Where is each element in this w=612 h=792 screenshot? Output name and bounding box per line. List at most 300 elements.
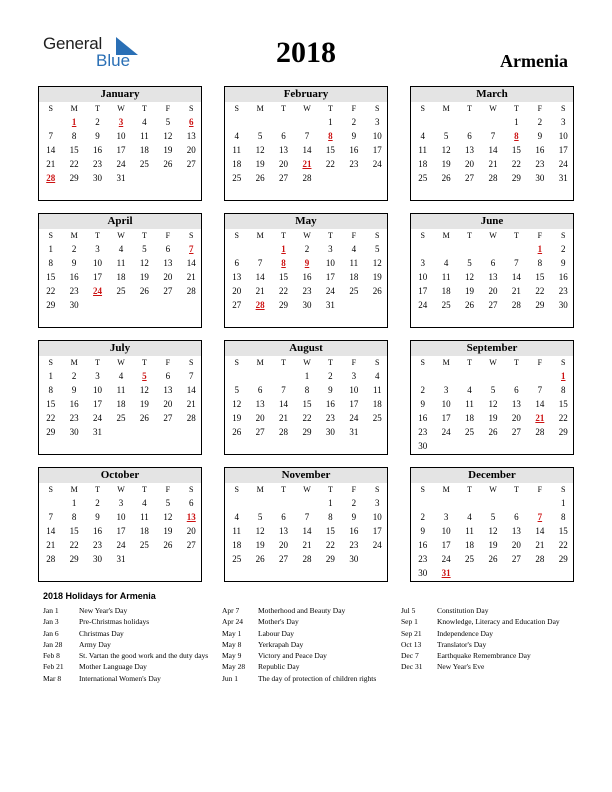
day-cell: 9 [420, 398, 425, 409]
weekday-label: T [327, 358, 333, 367]
weekday-label: M [70, 231, 78, 240]
day-cell: 27 [511, 553, 521, 564]
day-cell: 19 [372, 271, 382, 282]
holiday-date: Dec 31 [401, 662, 423, 672]
day-cell: 5 [490, 384, 496, 395]
day-cell: 25 [465, 426, 475, 437]
day-cell: 30 [418, 440, 428, 451]
day-cell: 26 [372, 285, 382, 296]
holidays-column [401, 605, 573, 673]
logo-general-text: General [43, 34, 103, 53]
day-cell: 30 [418, 567, 428, 578]
weekday-label: F [537, 231, 543, 240]
day-cell: 8 [537, 257, 543, 268]
weekday-label: S [375, 485, 380, 494]
day-cell: 7 [304, 130, 310, 141]
day-cell: 15 [325, 525, 335, 536]
weekday-label: S [189, 485, 194, 494]
weekday-label: W [303, 358, 311, 367]
day-cell: 27 [255, 426, 265, 437]
day-cell: 2 [95, 117, 100, 127]
day-cell: 28 [46, 553, 56, 564]
day-cell: 22 [46, 412, 56, 423]
holiday-date: Apr 7 [222, 606, 240, 615]
month-october [38, 467, 202, 582]
weekday-label: T [141, 231, 147, 240]
day-cell: 21 [535, 539, 545, 550]
day-cell: 3 [420, 257, 425, 268]
day-cell: 22 [325, 539, 335, 550]
day-cell: 10 [93, 384, 103, 395]
holiday-day-cell: 8 [328, 130, 333, 141]
day-cell: 31 [558, 172, 568, 183]
holiday-date: Jan 1 [43, 606, 59, 615]
weekday-label: T [327, 231, 333, 240]
day-cell: 10 [349, 384, 359, 395]
day-cell: 18 [418, 158, 428, 169]
day-cell: 4 [420, 130, 425, 141]
day-cell: 28 [302, 172, 312, 183]
weekday-label: T [95, 485, 100, 494]
day-cell: 9 [95, 511, 100, 522]
day-cell: 16 [69, 398, 79, 409]
day-cell: 19 [163, 525, 173, 536]
day-cell: 19 [163, 144, 173, 155]
day-cell: 4 [142, 117, 147, 127]
weekday-label: W [489, 485, 497, 494]
day-cell: 23 [325, 412, 335, 423]
day-cell: 20 [255, 412, 265, 423]
day-cell: 23 [558, 285, 568, 296]
month-name: January [39, 87, 201, 102]
day-cell: 1 [304, 371, 310, 381]
day-cell: 15 [279, 271, 289, 282]
day-cell: 11 [465, 525, 474, 536]
day-cell: 3 [118, 498, 124, 508]
holiday-date: Jan 28 [43, 639, 63, 649]
holiday-name: New Year's Eve [437, 662, 485, 672]
day-cell: 23 [93, 539, 103, 550]
day-cell: 13 [488, 271, 498, 282]
day-cell: 11 [232, 525, 242, 536]
weekday-label: M [442, 231, 450, 240]
holiday-name: Republic Day [258, 662, 300, 672]
day-cell: 20 [186, 144, 196, 155]
holiday-day-cell: 28 [46, 172, 56, 183]
day-cell: 6 [281, 511, 286, 522]
holiday-entry [401, 661, 573, 672]
month-name: February [225, 87, 387, 102]
day-cell: 2 [95, 498, 100, 508]
day-cell: 9 [420, 525, 425, 536]
holiday-entry [401, 616, 573, 627]
day-cell: 26 [232, 426, 242, 437]
day-cell: 9 [351, 511, 357, 522]
day-cell: 14 [302, 144, 312, 155]
day-cell: 20 [465, 158, 475, 169]
day-cell: 25 [372, 412, 382, 423]
day-cell: 12 [163, 511, 173, 522]
day-cell: 9 [537, 130, 543, 141]
day-cell: 6 [514, 384, 519, 395]
day-cell: 26 [139, 412, 149, 423]
day-cell: 8 [561, 384, 566, 395]
day-cell: 6 [234, 257, 239, 268]
day-cell: 27 [186, 158, 196, 169]
day-cell: 28 [186, 412, 196, 423]
day-cell: 20 [163, 271, 173, 282]
day-cell: 12 [139, 257, 149, 268]
day-cell: 29 [69, 553, 79, 564]
day-cell: 27 [163, 412, 173, 423]
day-cell: 2 [304, 244, 310, 254]
month-name: April [39, 214, 201, 229]
day-cell: 30 [535, 172, 545, 183]
day-cell: 7 [48, 511, 53, 522]
day-cell: 24 [441, 553, 451, 564]
weekday-label: M [256, 231, 264, 240]
day-cell: 2 [420, 384, 425, 395]
weekday-label: W [489, 358, 497, 367]
day-cell: 14 [186, 257, 196, 268]
holiday-date: Feb 21 [43, 662, 64, 672]
day-cell: 27 [186, 539, 196, 550]
day-cell: 22 [558, 412, 568, 423]
day-cell: 15 [302, 398, 312, 409]
day-cell: 20 [163, 398, 173, 409]
holiday-name: Independence Day [437, 628, 494, 638]
day-cell: 12 [488, 398, 498, 409]
day-cell: 6 [257, 384, 263, 395]
day-cell: 6 [165, 244, 171, 254]
weekday-label: W [117, 485, 125, 494]
weekday-label: S [375, 104, 380, 113]
holiday-date: Oct 13 [401, 639, 422, 649]
holiday-entry [43, 673, 215, 684]
day-cell: 20 [186, 525, 196, 536]
holiday-day-cell: 3 [118, 117, 124, 127]
day-cell: 19 [255, 539, 265, 550]
holiday-date: Jan 3 [43, 617, 59, 627]
weekday-label: T [467, 231, 472, 240]
day-cell: 6 [281, 130, 286, 141]
day-cell: 22 [535, 285, 545, 296]
day-cell: 2 [537, 117, 543, 127]
day-cell: 13 [232, 271, 242, 282]
day-cell: 10 [418, 271, 428, 282]
month-november [224, 467, 388, 582]
day-cell: 15 [46, 271, 56, 282]
day-cell: 13 [279, 144, 289, 155]
day-cell: 5 [443, 130, 449, 141]
day-cell: 27 [488, 299, 498, 310]
weekday-label: T [467, 358, 472, 367]
day-cell: 20 [279, 158, 289, 169]
day-cell: 25 [116, 285, 126, 296]
day-cell: 14 [535, 398, 545, 409]
day-cell: 22 [69, 539, 79, 550]
day-cell: 21 [488, 158, 498, 169]
day-cell: 7 [514, 257, 519, 268]
day-cell: 10 [441, 398, 451, 409]
day-cell: 10 [441, 525, 451, 536]
day-cell: 8 [48, 257, 53, 268]
day-cell: 23 [93, 158, 103, 169]
day-cell: 26 [488, 553, 498, 564]
day-cell: 6 [165, 371, 171, 381]
month-may [224, 213, 388, 328]
weekday-label: T [95, 358, 100, 367]
day-cell: 31 [116, 172, 126, 183]
weekday-label: S [234, 104, 239, 113]
weekday-label: M [256, 104, 264, 113]
day-cell: 5 [165, 498, 171, 508]
holiday-day-cell: 1 [71, 117, 77, 127]
holiday-day-cell: 7 [537, 511, 543, 522]
holiday-entry [222, 639, 394, 650]
holiday-date: Jul 5 [401, 606, 416, 615]
day-cell: 17 [372, 525, 382, 536]
day-cell: 22 [69, 158, 79, 169]
country-name: Armenia [500, 51, 568, 71]
day-cell: 19 [488, 412, 498, 423]
day-cell: 13 [511, 398, 521, 409]
day-cell: 30 [558, 299, 568, 310]
day-cell: 7 [281, 384, 286, 395]
holiday-name: The day of protection of children rights [258, 673, 377, 683]
holiday-day-cell: 24 [93, 285, 103, 296]
day-cell: 30 [325, 426, 335, 437]
weekday-label: M [256, 358, 264, 367]
day-cell: 6 [490, 257, 496, 268]
weekday-label: M [70, 358, 78, 367]
day-cell: 12 [255, 525, 265, 536]
weekday-label: T [467, 104, 472, 113]
weekday-label: T [281, 485, 286, 494]
day-cell: 15 [325, 144, 335, 155]
day-cell: 14 [488, 144, 498, 155]
holiday-entry [401, 628, 573, 639]
day-cell: 25 [465, 553, 475, 564]
day-cell: 5 [490, 511, 496, 522]
holiday-day-cell: 5 [142, 371, 147, 381]
holiday-day-cell: 8 [281, 257, 286, 268]
day-cell: 29 [46, 426, 56, 437]
day-cell: 11 [349, 257, 359, 268]
day-cell: 11 [116, 257, 126, 268]
day-cell: 19 [255, 158, 265, 169]
day-cell: 3 [328, 244, 333, 254]
day-cell: 30 [93, 172, 103, 183]
weekday-label: S [234, 485, 239, 494]
month-name: August [225, 341, 387, 356]
day-cell: 18 [232, 539, 242, 550]
weekday-label: S [561, 485, 566, 494]
month-name: December [411, 468, 573, 483]
holiday-name: Motherhood and Beauty Day [258, 606, 346, 615]
holiday-day-cell: 6 [189, 117, 194, 127]
day-cell: 16 [535, 144, 545, 155]
day-cell: 29 [302, 426, 312, 437]
day-cell: 31 [349, 426, 359, 437]
month-name: March [411, 87, 573, 102]
day-cell: 17 [325, 271, 335, 282]
weekday-label: T [467, 485, 472, 494]
holiday-day-cell: 31 [441, 567, 451, 578]
day-cell: 19 [488, 539, 498, 550]
day-cell: 28 [535, 426, 545, 437]
month-june [410, 213, 574, 328]
day-cell: 10 [558, 130, 568, 141]
day-cell: 8 [48, 384, 53, 395]
day-cell: 14 [535, 525, 545, 536]
day-cell: 7 [189, 371, 194, 381]
holiday-name: St. Vartan the good work and the duty days [79, 651, 209, 661]
day-cell: 1 [48, 371, 53, 381]
holiday-day-cell: 21 [535, 412, 545, 423]
day-cell: 29 [535, 299, 545, 310]
weekday-label: T [513, 485, 519, 494]
day-cell: 1 [48, 244, 53, 254]
day-cell: 9 [71, 384, 77, 395]
day-cell: 2 [420, 511, 425, 522]
month-january [38, 86, 202, 201]
day-cell: 14 [279, 398, 289, 409]
day-cell: 12 [465, 271, 475, 282]
day-cell: 20 [488, 285, 498, 296]
month-name: May [225, 214, 387, 229]
day-cell: 18 [372, 398, 382, 409]
day-cell: 18 [139, 525, 149, 536]
day-cell: 1 [328, 498, 333, 508]
day-cell: 10 [116, 130, 126, 141]
day-cell: 23 [302, 285, 312, 296]
day-cell: 9 [71, 257, 77, 268]
day-cell: 15 [69, 525, 79, 536]
day-cell: 29 [69, 172, 79, 183]
weekday-label: F [537, 485, 543, 494]
day-cell: 10 [372, 511, 382, 522]
holiday-day-cell: 1 [537, 244, 543, 254]
day-cell: 21 [186, 271, 196, 282]
day-cell: 8 [71, 511, 77, 522]
day-cell: 18 [465, 539, 475, 550]
weekday-label: F [165, 485, 171, 494]
day-cell: 10 [116, 511, 126, 522]
day-cell: 11 [116, 384, 126, 395]
day-cell: 7 [490, 130, 496, 141]
day-cell: 4 [467, 384, 472, 395]
day-cell: 24 [418, 299, 428, 310]
day-cell: 1 [561, 498, 566, 508]
day-cell: 18 [116, 398, 126, 409]
day-cell: 23 [69, 285, 79, 296]
day-cell: 4 [234, 511, 239, 522]
weekday-label: S [189, 104, 194, 113]
weekday-label: S [420, 231, 425, 240]
logo-blue-text: Blue [96, 51, 131, 70]
day-cell: 22 [302, 412, 312, 423]
day-cell: 24 [116, 539, 126, 550]
day-cell: 17 [441, 539, 451, 550]
day-cell: 30 [302, 299, 312, 310]
holiday-day-cell: 9 [304, 257, 310, 268]
month-name: November [225, 468, 387, 483]
weekday-label: T [513, 358, 519, 367]
holiday-day-cell: 1 [561, 371, 566, 381]
day-cell: 18 [232, 158, 242, 169]
day-cell: 3 [443, 511, 449, 522]
day-cell: 23 [349, 158, 359, 169]
day-cell: 2 [71, 244, 77, 254]
day-cell: 18 [465, 412, 475, 423]
weekday-label: W [303, 104, 311, 113]
weekday-label: S [189, 358, 194, 367]
day-cell: 9 [351, 130, 357, 141]
day-cell: 22 [279, 285, 289, 296]
holiday-date: May 9 [222, 651, 242, 661]
day-cell: 1 [328, 117, 333, 127]
day-cell: 23 [418, 426, 428, 437]
day-cell: 6 [189, 498, 194, 508]
weekday-label: S [561, 358, 566, 367]
weekday-label: W [489, 231, 497, 240]
holiday-entry [43, 628, 215, 639]
holiday-date: Mar 8 [43, 673, 62, 683]
day-cell: 3 [375, 498, 380, 508]
day-cell: 16 [93, 144, 103, 155]
holiday-date: May 28 [222, 662, 246, 672]
day-cell: 24 [116, 158, 126, 169]
day-cell: 12 [372, 257, 382, 268]
holiday-name: International Women's Day [79, 673, 161, 683]
weekday-label: W [117, 104, 125, 113]
holiday-name: Mother Language Day [79, 662, 147, 672]
day-cell: 29 [279, 299, 289, 310]
day-cell: 2 [561, 244, 566, 254]
day-cell: 21 [46, 539, 56, 550]
weekday-label: T [327, 104, 333, 113]
day-cell: 29 [46, 299, 56, 310]
day-cell: 17 [93, 271, 103, 282]
day-cell: 3 [561, 117, 566, 127]
day-cell: 16 [69, 271, 79, 282]
day-cell: 16 [349, 144, 359, 155]
holiday-date: Jan 6 [43, 628, 59, 638]
day-cell: 13 [465, 144, 475, 155]
day-cell: 10 [93, 257, 103, 268]
weekday-label: F [351, 358, 357, 367]
day-cell: 24 [558, 158, 568, 169]
day-cell: 13 [163, 257, 173, 268]
holiday-name: New Year's Day [79, 606, 128, 615]
month-september [410, 340, 574, 455]
day-cell: 16 [418, 539, 428, 550]
day-cell: 25 [441, 299, 451, 310]
day-cell: 26 [465, 299, 475, 310]
day-cell: 8 [328, 511, 333, 522]
weekday-label: M [256, 485, 264, 494]
day-cell: 20 [279, 539, 289, 550]
day-cell: 10 [372, 130, 382, 141]
day-cell: 25 [139, 539, 149, 550]
holiday-name: Labour Day [258, 628, 295, 638]
weekday-label: S [189, 231, 194, 240]
weekday-label: T [281, 231, 286, 240]
day-cell: 24 [325, 285, 335, 296]
weekday-label: T [281, 358, 286, 367]
day-cell: 26 [488, 426, 498, 437]
